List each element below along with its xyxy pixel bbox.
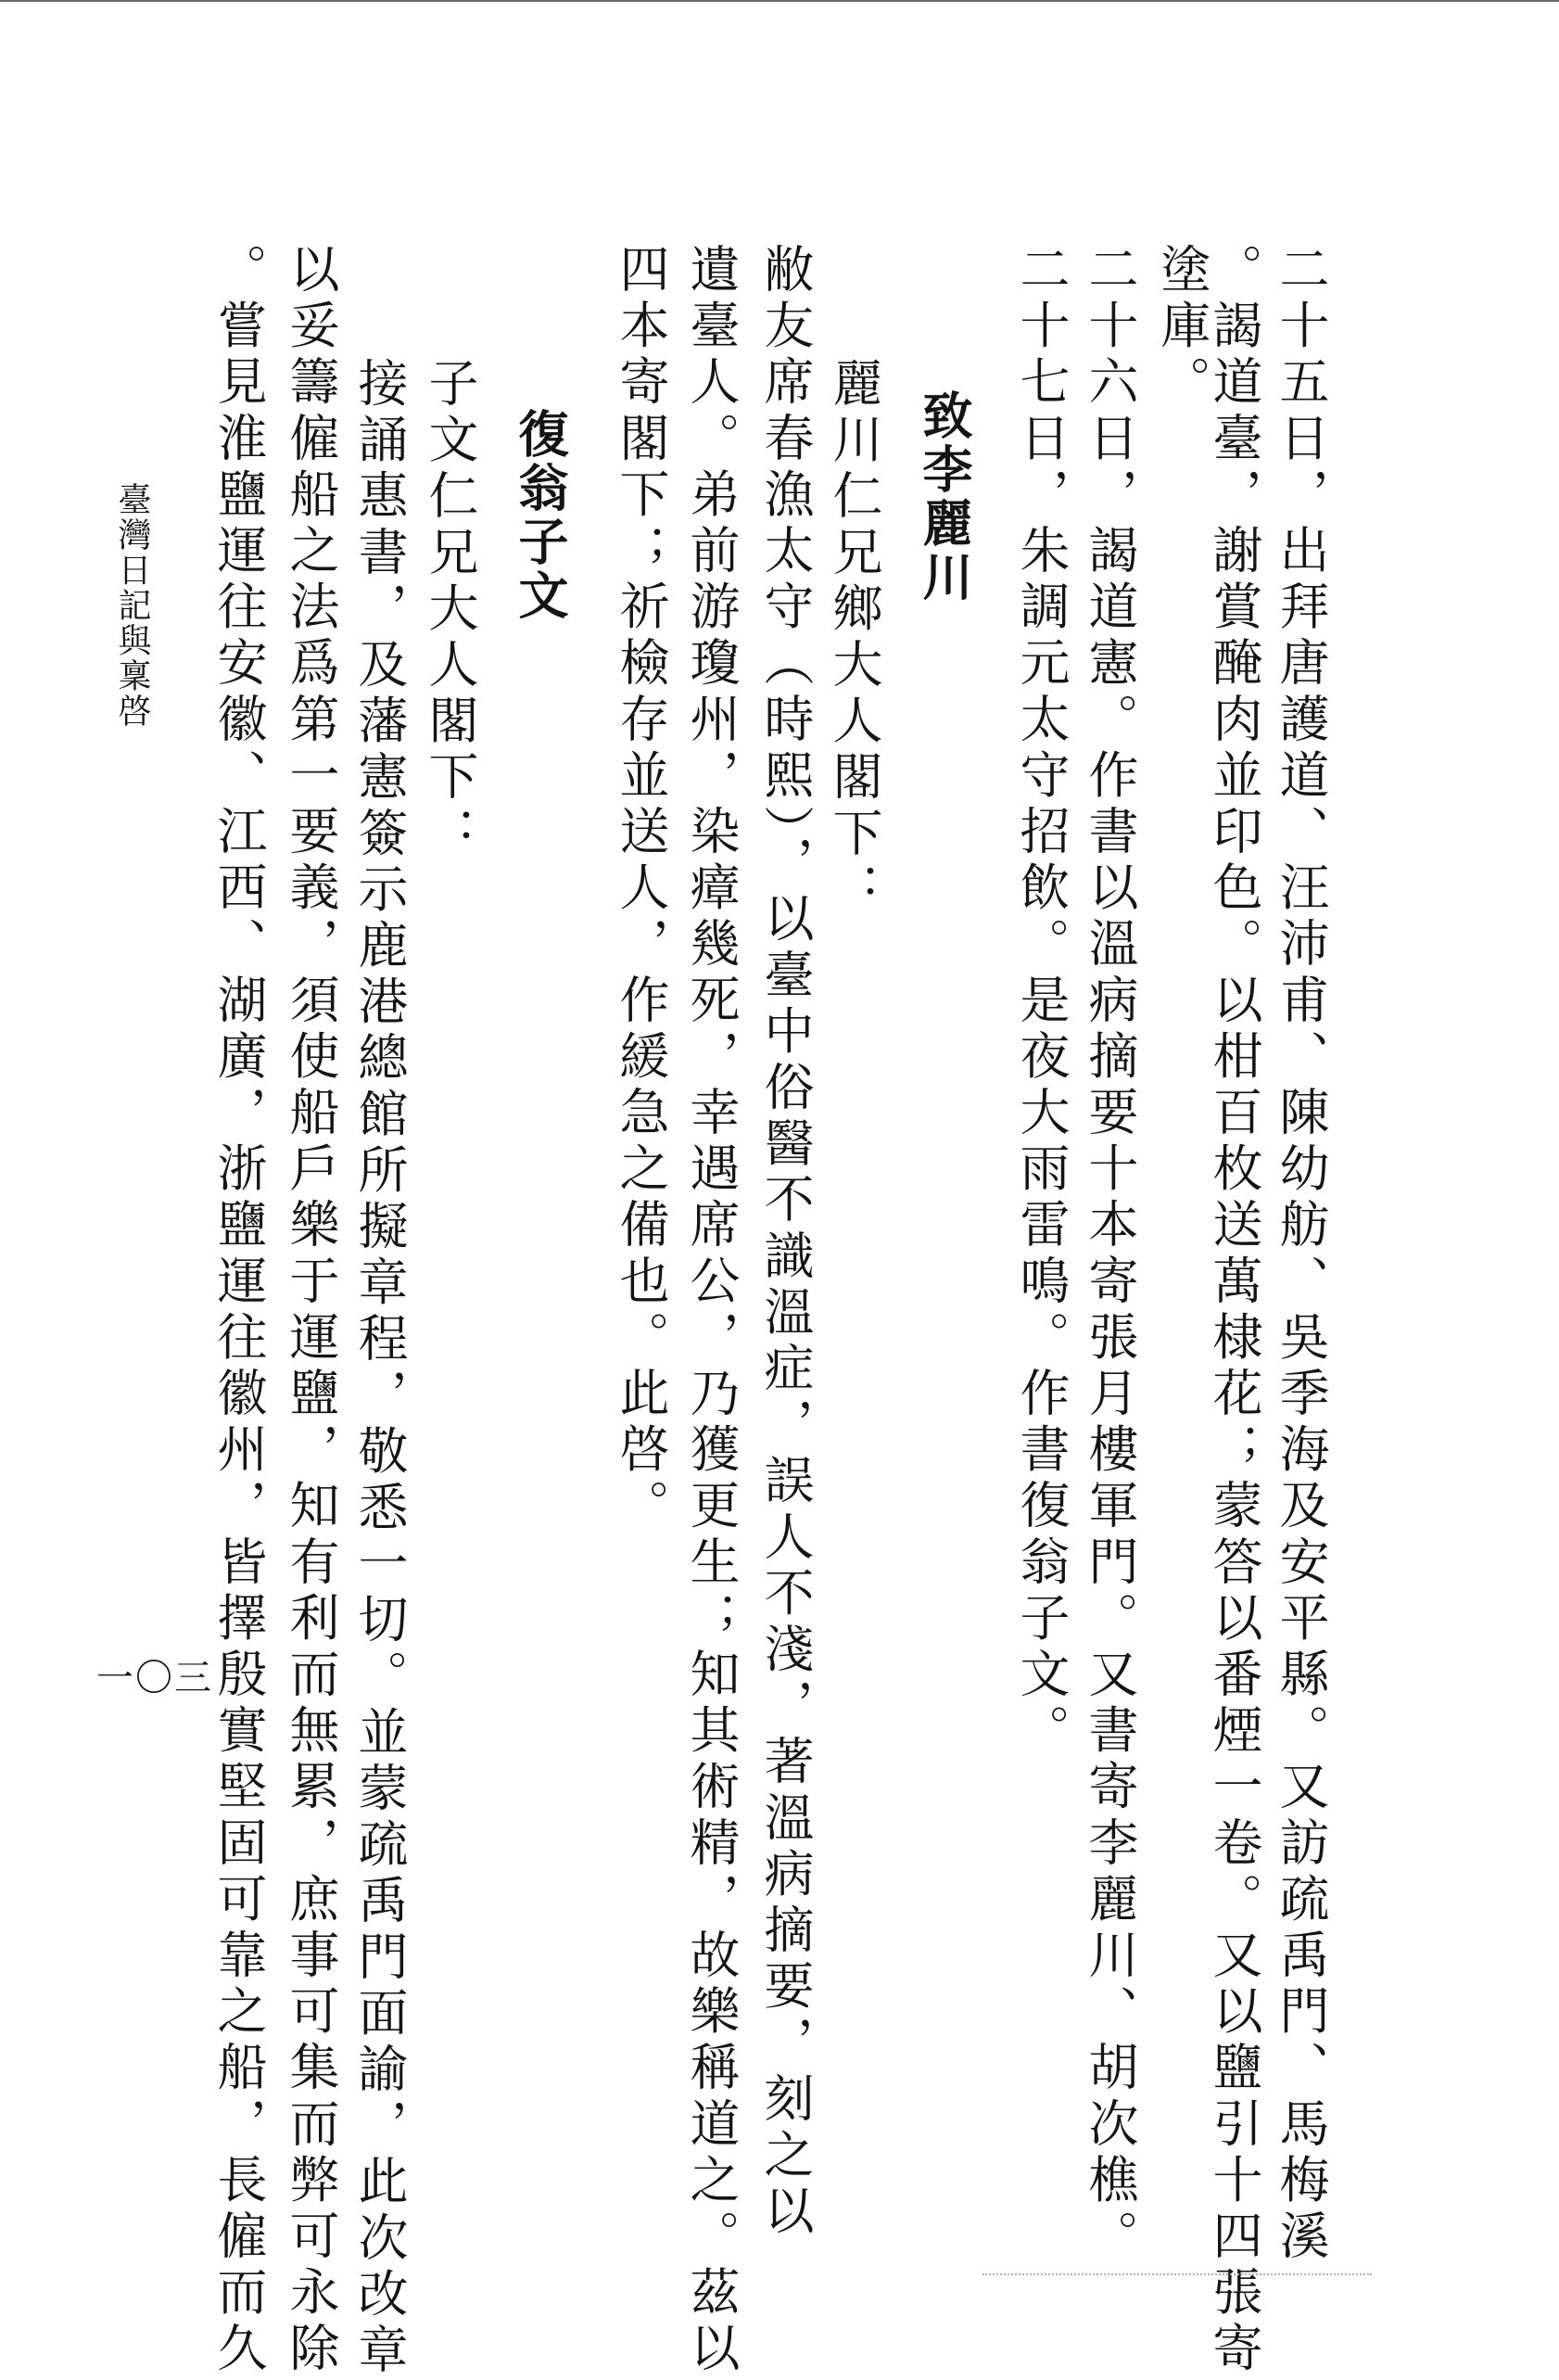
running-title: 臺灣日記與稟啓 <box>113 482 151 729</box>
letter-salutation: 子文仁兄大人閣下： <box>421 357 479 863</box>
diary-line: 二十六日，謁道憲。作書以溫病摘要十本寄張月樓軍門。又書寄李麗川、胡次樵。 <box>1081 243 1139 2266</box>
diary-line: 二十七日，朱調元太守招飲。是夜大雨雷鳴。作書復翁子文。 <box>1012 243 1071 1761</box>
letter-line: 敝友席春漁太守（時熙），以臺中俗醫不識溫症，誤人不淺，著溫病摘要，刻之以 <box>756 243 815 2241</box>
diary-line: 。謁道臺，謝賞醃肉並印色。以柑百枚送萬棣花；蒙答以番煙一卷。又以鹽引十四張寄 <box>1205 243 1263 2378</box>
page-number: 一〇三 <box>96 1657 213 1699</box>
letter-line: 四本寄閣下；祈檢存並送人，作緩急之備也。此啓。 <box>612 243 670 1535</box>
diary-line: 二十五日，出拜唐護道、汪沛甫、陳幼舫、吳季海及安平縣。又訪疏禹門、馬梅溪 <box>1272 243 1330 2266</box>
diary-line: 塗庫。 <box>1153 243 1211 412</box>
letter-line: 以妥籌僱船之法爲第一要義，須使船戶樂于運鹽，知有利而無累，庶事可集而弊可永除 <box>282 243 340 2378</box>
letter-heading: 復翁子文 <box>511 408 570 623</box>
scan-artifact-line <box>982 2273 1372 2278</box>
top-border-line <box>0 0 1559 2</box>
letter-line: 。嘗見淮鹽運往安徽、江西、湖廣，浙鹽運往徽州，皆擇殷實堅固可靠之船，長僱而久 <box>209 243 268 2378</box>
letter-line: 遺臺人。弟前游瓊州，染瘴幾死，幸遇席公，乃獲更生；知其術精，故樂稱道之。茲以 <box>682 243 741 2378</box>
letter-line: 接誦惠書，及藩憲簽示鹿港總館所擬章程，敬悉一切。並蒙疏禹門面諭，此次改章 <box>350 357 409 2380</box>
letter-salutation: 麗川仁兄鄉大人閣下： <box>825 357 883 919</box>
letter-heading: 致李麗川 <box>915 389 974 605</box>
